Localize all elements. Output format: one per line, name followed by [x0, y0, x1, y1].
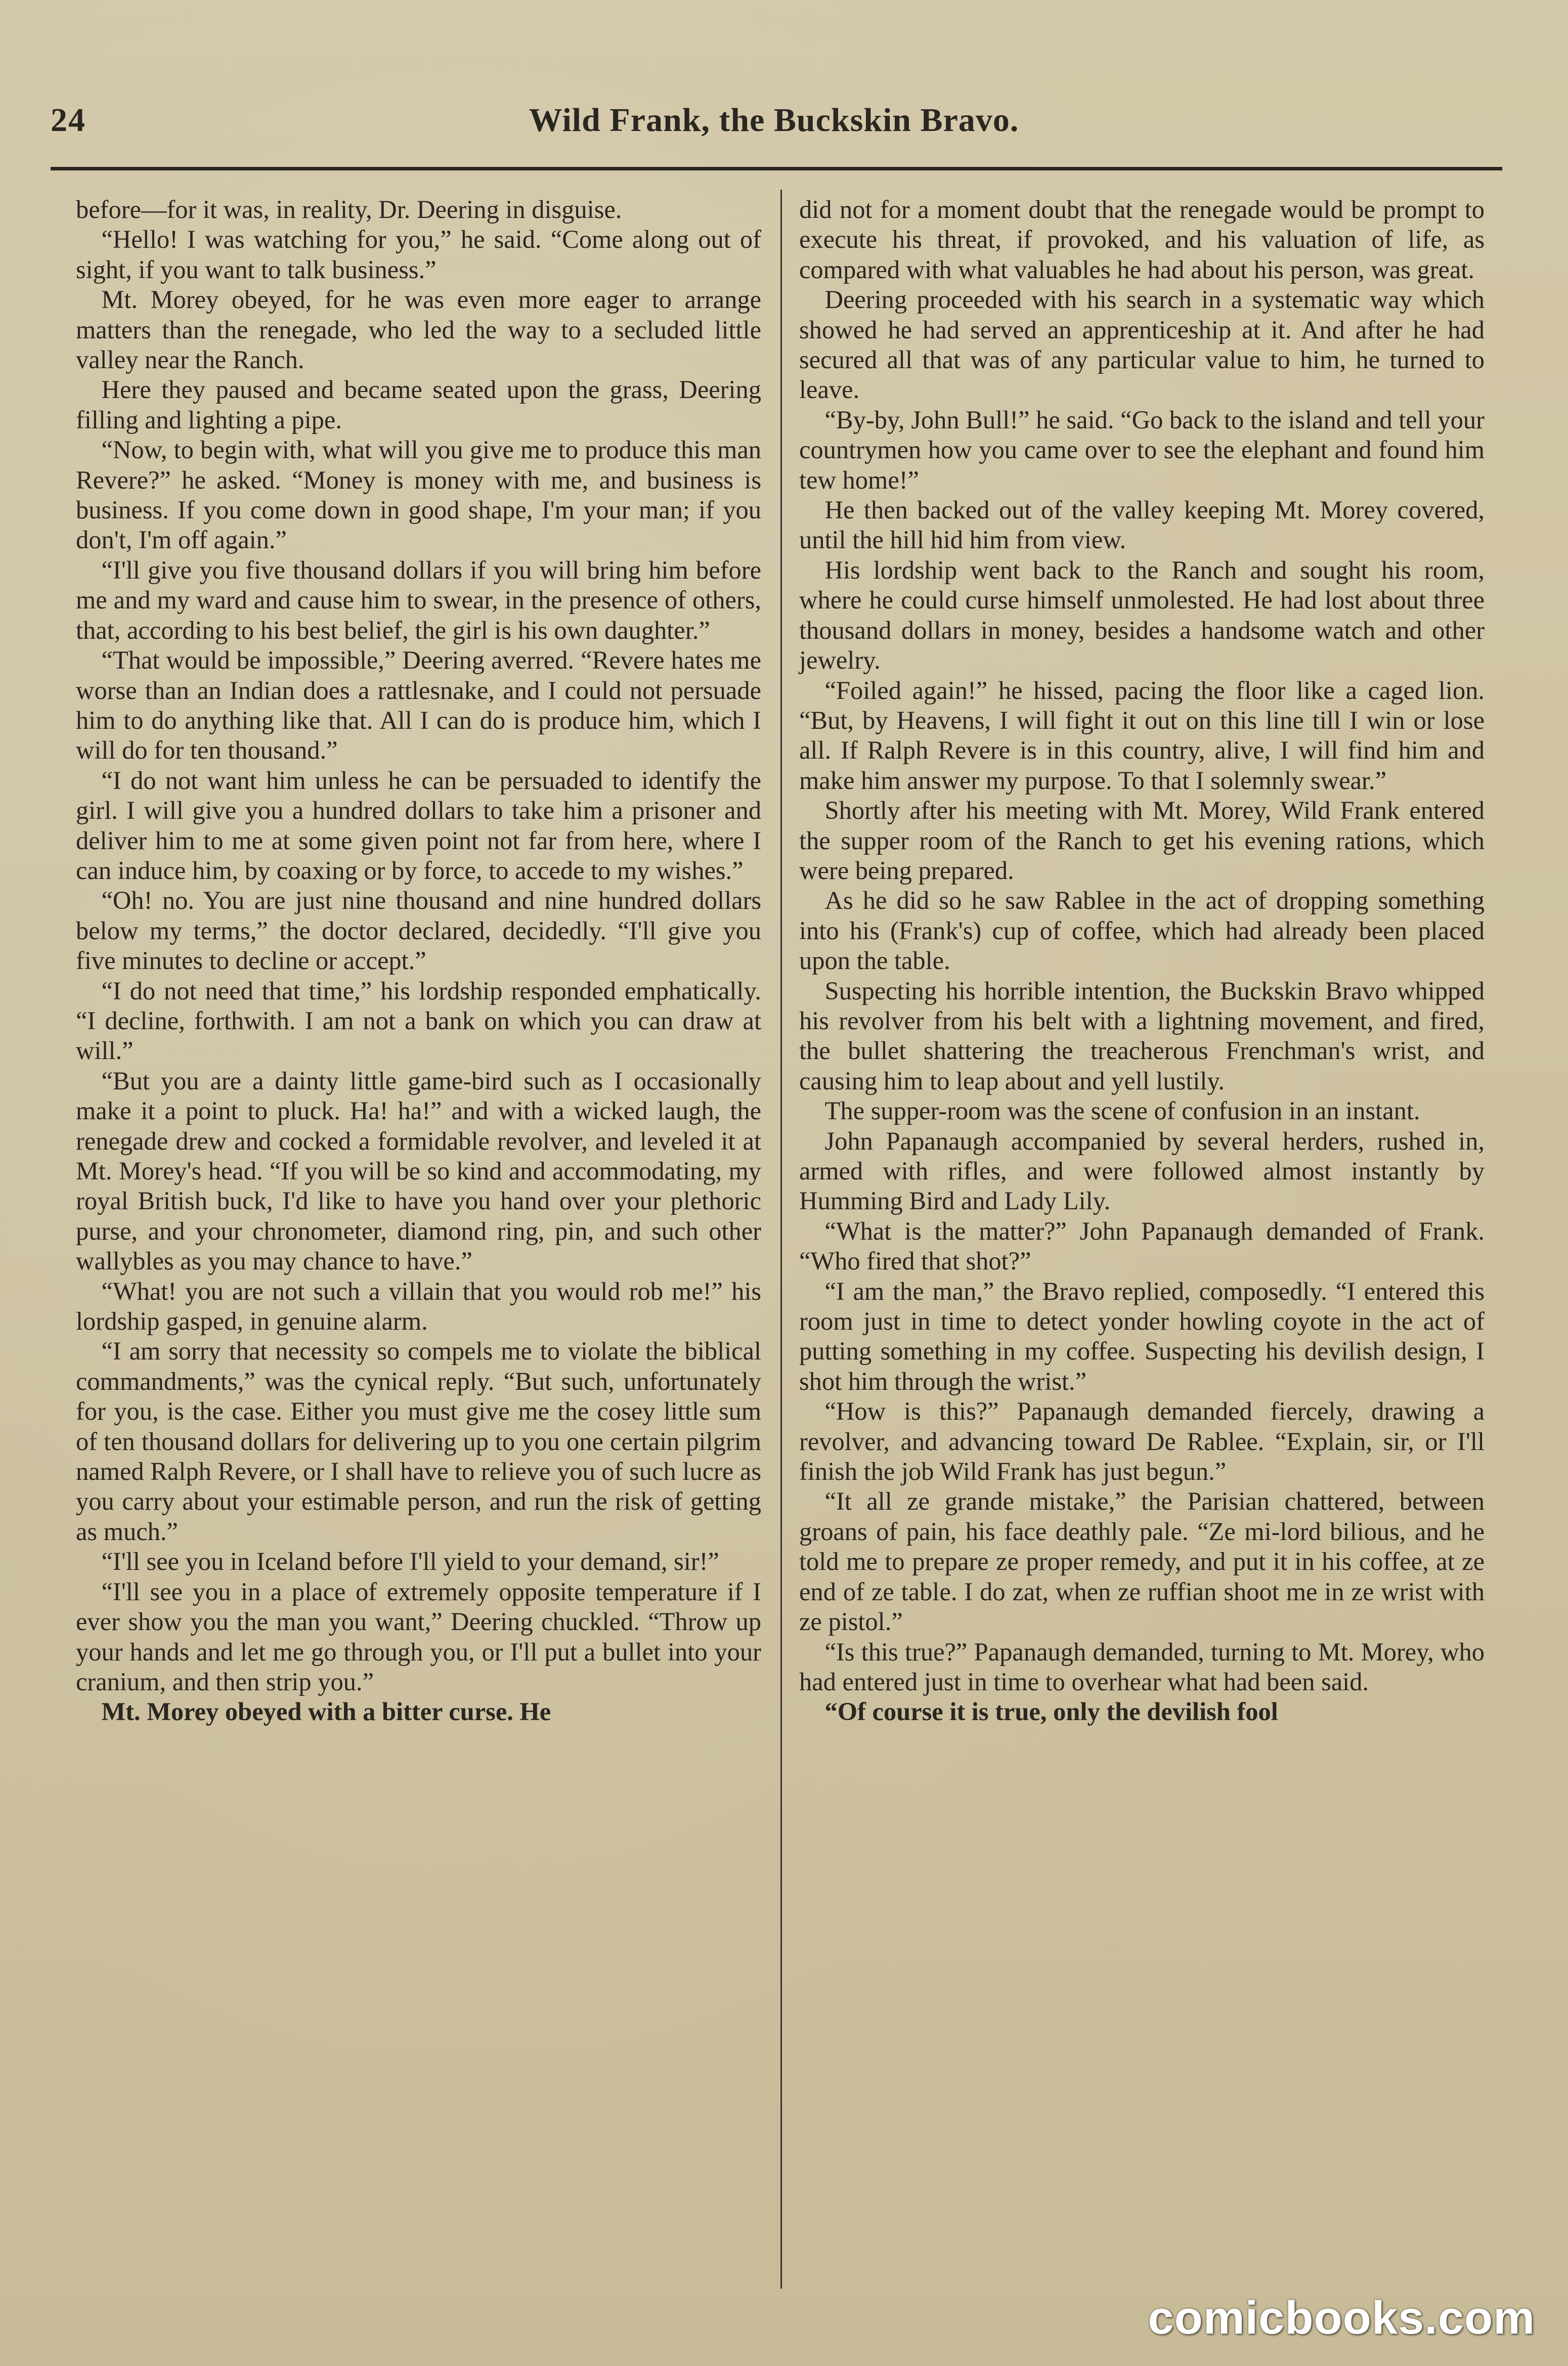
watermark: comicbooks.com	[1148, 2292, 1535, 2344]
paragraph: “What! you are not such a villain that you would rob me!” his lordship gasped, in genuine alarm.	[76, 1277, 761, 1336]
paragraph: As he did so he saw Rablee in the act of dropping something into his (Frank's) cup of coffee, which had already been placed upon the table.	[799, 886, 1485, 975]
paragraph: “I am the man,” the Bravo replied, composedly. “I entered this room just in time to detect yonder howling coyote in the act of putting something in my coffee. Suspecting his devilish design, I shot him through the wrist.”	[799, 1277, 1485, 1395]
right-column	[799, 195, 1485, 1727]
paragraph: Here they paused and became seated upon the grass, Deering filling and lighting a pipe.	[76, 375, 761, 434]
paragraph: “How is this?” Papanaugh demanded fiercely, drawing a revolver, and advancing toward De Rablee. “Explain, sir, or I'll finish the job Wild Frank has just begun.”	[799, 1397, 1485, 1486]
header-rule	[51, 167, 1502, 170]
column-divider	[780, 190, 782, 2289]
paragraph: “By-by, John Bull!” he said. “Go back to the island and tell your countrymen how you came over to see the elephant and found him tew home!”	[799, 405, 1485, 494]
paragraph: Mt. Morey obeyed, for he was even more eager to arrange matters than the renegade, who led the way to a secluded little valley near the Ranch.	[76, 285, 761, 374]
paragraph: “I'll see you in Iceland before I'll yield to your demand, sir!”	[101, 1547, 719, 1576]
paragraph: Shortly after his meeting with Mt. Morey, Wild Frank entered the supper room of the Ranch to get his evening rations, which were being prepared.	[799, 796, 1485, 885]
paragraph: “I am sorry that necessity so compels me to violate the biblical commandments,” was the cynical reply. “But such, unfortunately for you, is the case. Either you must give me the cosey little sum of ten thousand dollars for delivering up to you one certain pilgrim named Ralph Revere, or I shall have to relieve you of such lucre as you carry about your estimable person, and run the risk of getting as much.”	[76, 1337, 761, 1546]
paragraph: “What is the matter?” John Papanaugh demanded of Frank. “Who fired that shot?”	[799, 1216, 1485, 1276]
paragraph: “I do not need that time,” his lordship responded emphatically. “I decline, forthwith. I am not a bank on which you can draw at will.”	[76, 976, 761, 1065]
paragraph: “I do not want him unless he can be persuaded to identify the girl. I will give you a hundred dollars to take him a prisoner and deliver him to me at some given point not far from here, where I can induce him, by coaxing or by force, to accede to my wishes.”	[76, 766, 761, 885]
paragraph: “Foiled again!” he hissed, pacing the floor like a caged lion. “But, by Heavens, I will fight it out on this line till I win or lose all. If Ralph Revere is in this country, alive, I will find him and make him answer my purpose. To that I solemnly swear.”	[799, 676, 1485, 795]
paragraph: Mt. Morey obeyed with a bitter curse. He	[101, 1697, 551, 1726]
page-number: 24	[51, 102, 86, 139]
page-header	[46, 101, 1502, 157]
paragraph: “Is this true?” Papanaugh demanded, turning to Mt. Morey, who had entered just in time to overhear what had been said.	[799, 1637, 1485, 1696]
paragraph: “Now, to begin with, what will you give me to produce this man Revere?” he asked. “Money is money with me, and business is business. If you come down in good shape, I'm your man; if you don't, I'm off again.”	[76, 435, 761, 554]
paragraph: “It all ze grande mistake,” the Parisian chattered, between groans of pain, his face deathly pale. “Ze mi-lord bilious, and he told me to prepare ze proper remedy, and put it in his coffee, at ze end of ze table. I do zat, when ze ruffian shoot me in ze wrist with ze pistol.”	[799, 1487, 1485, 1636]
paragraph: did not for a moment doubt that the renegade would be prompt to execute his threat, if provoked, and his valuation of life, as compared with what valuables he had about his person, was great.	[799, 195, 1485, 284]
paragraph: Deering proceeded with his search in a systematic way which showed he had served an apprenticeship at it. And after he had secured all that was of any particular value to him, he turned to leave.	[799, 285, 1485, 404]
paragraph: Suspecting his horrible intention, the Buckskin Bravo whipped his revolver from his belt with a lightning movement, and fired, the bullet shattering the treacherous Frenchman's wrist, and causing him to leap about and yell lustily.	[799, 976, 1485, 1095]
paragraph: “But you are a dainty little game-bird such as I occasionally make it a point to pluck. Ha! ha!” and with a wicked laugh, the renegade drew and cocked a formidable revolver, and leveled it at Mt. Morey's head. “If you will be so kind and accommodating, my royal British buck, I'd like to have you hand over your plethoric purse, and your chronometer, diamond ring, pin, and such other wallybles as you may chance to have.”	[76, 1066, 761, 1276]
paragraph: “I'll give you five thousand dollars if you will bring him before me and my ward and cause him to swear, in the presence of others, that, according to his best belief, the girl is his own daughter.”	[76, 555, 761, 644]
paragraph: “Of course it is true, only the devilish fool	[824, 1697, 1278, 1726]
paragraph: “I'll see you in a place of extremely opposite temperature if I ever show you the man you want,” Deering chuckled. “Throw up your hands and let me go through you, or I'll put a bullet into your cranium, and then strip you.”	[76, 1577, 761, 1696]
paragraph: His lordship went back to the Ranch and sought his room, where he could curse himself unmolested. He had lost about three thousand dollars in money, besides a handsome watch and other jewelry.	[799, 555, 1485, 675]
paragraph: John Papanaugh accompanied by several herders, rushed in, armed with rifles, and were followed almost instantly by Humming Bird and Lady Lily.	[799, 1126, 1485, 1215]
left-column	[76, 195, 761, 1727]
paragraph: before—for it was, in reality, Dr. Deering in disguise.	[76, 195, 622, 224]
paragraph: “Hello! I was watching for you,” he said. “Come along out of sight, if you want to talk business.”	[76, 225, 761, 284]
page-title: Wild Frank, the Buckskin Bravo.	[529, 102, 1019, 139]
paragraph: The supper-room was the scene of confusion in an instant.	[824, 1097, 1420, 1125]
paragraph: “That would be impossible,” Deering averred. “Revere hates me worse than an Indian does a rattlesnake, and I could not persuade him to do anything like that. All I can do is produce him, which I will do for ten thousand.”	[76, 646, 761, 765]
paragraph: “Oh! no. You are just nine thousand and nine hundred dollars below my terms,” the doctor declared, decidedly. “I'll give you five minutes to decline or accept.”	[76, 886, 761, 975]
paragraph: He then backed out of the valley keeping Mt. Morey covered, until the hill hid him from view.	[799, 496, 1485, 554]
